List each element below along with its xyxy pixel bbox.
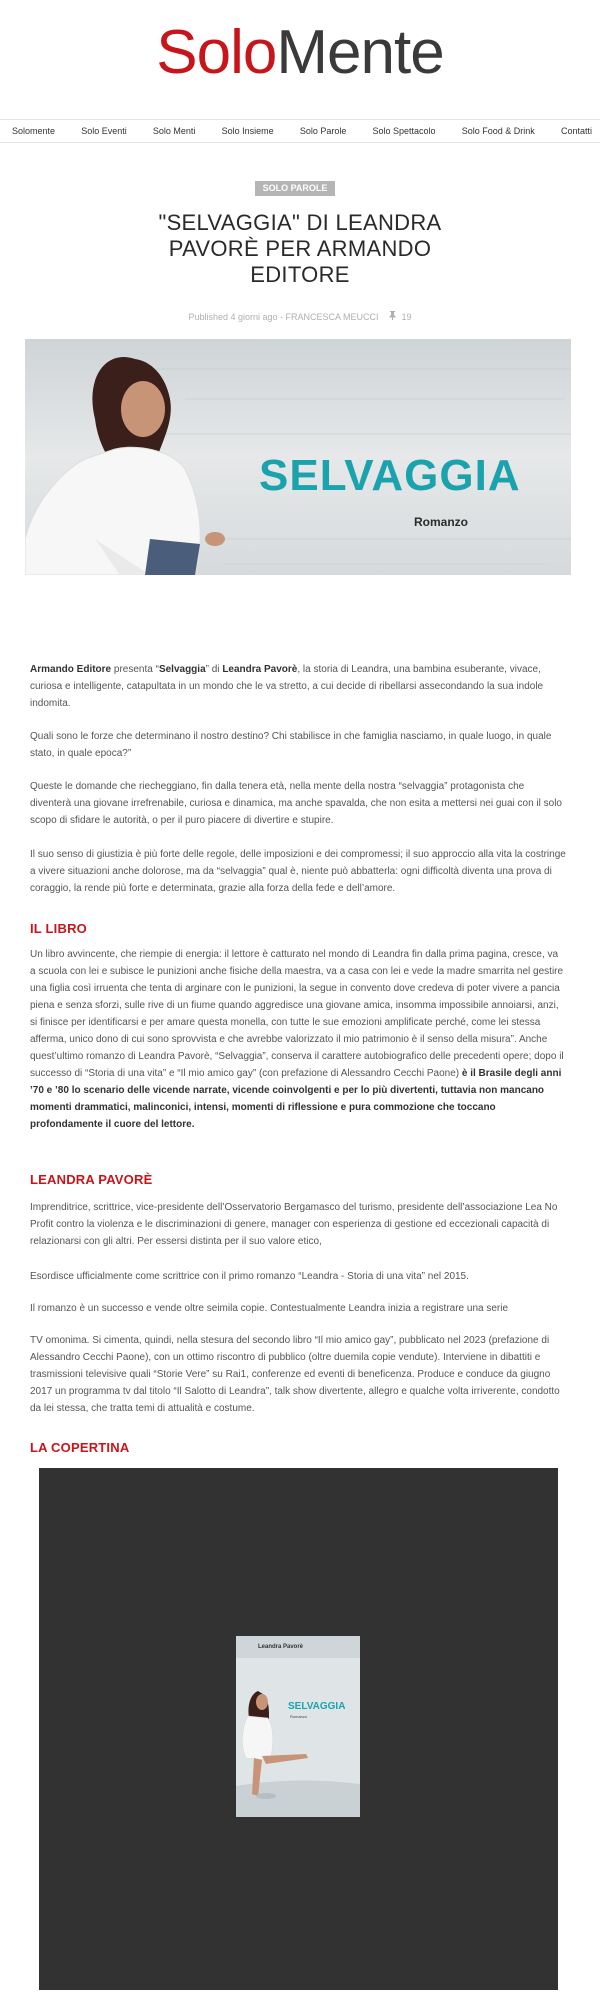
- site-logo[interactable]: [0, 18, 600, 88]
- autrice-paragraph-2: Esordisce ufficialmente come scrittrice con il primo romanzo “Leandra - Storia di una vita” nel 2015.: [30, 1271, 469, 1282]
- hero-book-subtitle: Romanzo: [414, 515, 468, 529]
- article-meta: [0, 311, 600, 322]
- libro-text: Un libro avvincente, che riempie di energia: il lettore è catturato nel mondo di Leandra fin dalla prima pagina, cresce, va a scuola con lei e subisce le punizioni anche fisiche della maestra, va a casa con lei e vede la madre smarrita nel gestire una figlia così irruenta che tenta di arginare con le punizioni, la segue in convento dove credeva di poter vivere a pancia piena e senza sforzi, sulle rive di un fiume quando aggredisce una giovane amica, insomma impossibile annoiarsi, anzi, si finisce per identificarsi e per amare questa monella, con tutte le sue emozioni amplificate perché, come lei stessa afferma, unico dono di cui sono sprovvista e che avrebbe valorizzato il mio patrimonio è il senso della misura”. Anche quest’ultimo romanzo di Leandra Pavorè, “Selvaggia”, conserva il carattere autobiografico delle precedenti opere; dopo il successo di “Storia di una vita” e “Il mio amico gay” (con prefazione di Alessandro Cecchi Paone): [30, 949, 564, 1079]
- book-name: Selvaggia: [158, 664, 206, 675]
- intro-paragraph-2: Quali sono le forze che determinano il nostro destino? Chi stabilisce in che famiglia nasciamo, in quale luogo, in quale stato, in quale epoca?”: [30, 731, 552, 759]
- cover-lightbox: [39, 1468, 558, 1990]
- view-count: 19: [401, 312, 412, 322]
- intro-text-b: ” di: [205, 664, 223, 675]
- intro-paragraph-3: Queste le domande che riecheggiano, fin dalla tenera età, nella mente della nostra “selvaggia” protagonista che diventerà una giovane irrefrenabile, curiosa e dinamica, ma anche spavalda, che non esita a mettersi nei guai con il solo scopo di sfidare le autorità, o per il puro piacere di divertire e stupire.: [30, 781, 562, 826]
- nav-item-solo-menti[interactable]: Solo Menti: [152, 126, 196, 136]
- cover-art: [236, 1636, 360, 1817]
- cover-author: Leandra Pavorè: [258, 1644, 304, 1650]
- intro-text-a: presenta “: [111, 664, 159, 675]
- nav-item-solo-eventi[interactable]: Solo Eventi: [81, 126, 127, 136]
- libro-paragraph: [30, 946, 566, 1133]
- hero-image: [25, 339, 571, 575]
- nav-item-contatti[interactable]: Contatti: [560, 126, 592, 136]
- author-name: Leandra Pavorè: [222, 664, 298, 675]
- nav-item-solo-parole[interactable]: Solo Parole: [299, 126, 347, 136]
- nav-item-solomente[interactable]: Solomente: [12, 126, 56, 136]
- logo-solo: Solo: [156, 18, 277, 87]
- intro-paragraph-1: [30, 661, 566, 712]
- pin-icon: [389, 311, 396, 322]
- publisher-name: Armando Editore: [30, 664, 112, 675]
- libro-bold-text: è il Brasile degli anni ’70 e ’80 lo scenario delle vicende narrate, vicende coinvolgenti e per lo più divertenti, tuttavia non mancano momenti drammatici, malinconici, intensi, momenti di riflessione e pura commozione che toccano profondamente il cuore del lettore.: [30, 1068, 562, 1130]
- hero-book-title: SELVAGGIA: [259, 451, 521, 500]
- section-heading-libro: IL LIBRO: [30, 921, 87, 936]
- nav-item-solo-food-drink[interactable]: Solo Food & Drink: [461, 126, 535, 136]
- logo-mente: Mente: [276, 18, 444, 87]
- intro-text-c: , la storia di Leandra, una bambina esuberante, vivace, curiosa e intelligente, catapultata in un mondo che le va stretto, a cui decide di ribellarsi assecondando la sua indole indomita.: [30, 664, 544, 709]
- category-badge[interactable]: SOLO PAROLE: [255, 181, 335, 196]
- nav-item-solo-spettacolo[interactable]: Solo Spettacolo: [372, 126, 436, 136]
- section-heading-copertina: LA COPERTINA: [30, 1440, 130, 1455]
- autrice-paragraph-1: Imprenditrice, scrittrice, vice-presidente dell’Osservatorio Bergamasco del turismo, presidente dell’associazione Lea No Profit contro la violenza e le discriminazioni di genere, manager con esperienza di gestione ed eccezionali capacità di relazionarsi con gli altri. Per essersi distinta per il suo valore etico,: [30, 1202, 558, 1247]
- meta-published: Published 4 giorni ago - FRANCESCA MEUCCI: [188, 312, 379, 322]
- article-title: "SELVAGGIA" DI LEANDRA PAVORÈ PER ARMANDO EDITORE: [158, 210, 442, 287]
- cover-subtitle: Romanzo: [290, 1714, 308, 1719]
- autrice-paragraph-3: Il romanzo è un successo e vende oltre seimila copie. Contestualmente Leandra inizia a registrare una serie: [30, 1303, 509, 1314]
- book-cover[interactable]: [236, 1636, 360, 1817]
- cover-title: SELVAGGIA: [288, 1701, 346, 1712]
- nav-item-solo-insieme[interactable]: Solo Insieme: [221, 126, 274, 136]
- intro-paragraph-4: Il suo senso di giustizia è più forte delle regole, delle imposizioni e dei compromessi; il suo approccio alla vita la costringe a vivere situazioni anche dolorose, ma da “selvaggia” qual è, niente può abbatterla: ogni difficoltà diventa una prova di coraggio, la rende più forte e determinata, grazie alla forza della fede e dell’amore.: [30, 849, 566, 894]
- section-heading-autrice: LEANDRA PAVORÈ: [30, 1172, 153, 1187]
- autrice-paragraph-4: TV omonima. Si cimenta, quindi, nella stesura del secondo libro “Il mio amico gay”, pubblicato nel 2023 (prefazione di Alessandro Cecchi Paone), con un ottimo riscontro di pubblico (oltre duemila copie vendute). Interviene in dibattiti e trasmissioni televisive quali “Storie Vere” su Rai1, conferenze ed eventi di beneficenza. Produce e conduce da giugno 2017 un programma tv dal titolo “Il Salotto di Leandra”, talk show divertente, allegro e qualche volta irriverente, condotto da lei stessa, che tratta temi di attualità e costume.: [30, 1335, 560, 1414]
- main-nav: [0, 119, 600, 143]
